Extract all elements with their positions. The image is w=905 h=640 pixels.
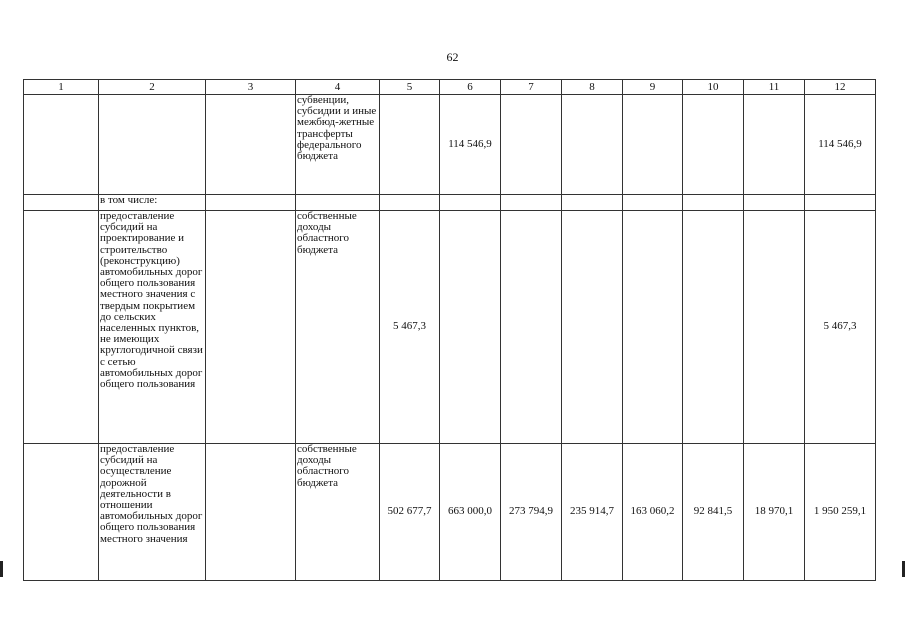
table-cell: 663 000,0 xyxy=(440,444,501,581)
header-cell: 2 xyxy=(99,80,206,95)
table-cell: собственные доходы областного бюджета xyxy=(296,211,380,444)
table-cell xyxy=(206,211,296,444)
table-cell: собственные доходы областного бюджета xyxy=(296,444,380,581)
table-cell xyxy=(683,211,744,444)
table-cell xyxy=(562,195,623,211)
table-cell xyxy=(206,195,296,211)
table-cell xyxy=(683,195,744,211)
header-cell: 10 xyxy=(683,80,744,95)
table-cell: 92 841,5 xyxy=(683,444,744,581)
table-cell xyxy=(440,195,501,211)
table-cell xyxy=(24,95,99,195)
table-cell xyxy=(501,95,562,195)
table-cell: 18 970,1 xyxy=(744,444,805,581)
table-cell xyxy=(623,211,683,444)
header-cell: 8 xyxy=(562,80,623,95)
table-cell xyxy=(501,195,562,211)
table-cell: 5 467,3 xyxy=(805,211,876,444)
header-cell: 7 xyxy=(501,80,562,95)
budget-table xyxy=(23,79,876,581)
table-cell xyxy=(206,95,296,195)
table-cell: 114 546,9 xyxy=(440,95,501,195)
table-row xyxy=(24,195,876,211)
table-cell xyxy=(744,195,805,211)
table-cell xyxy=(24,211,99,444)
header-cell: 1 xyxy=(24,80,99,95)
table-cell: предоставление субсидий на осуществление дорожной деятельности в отношении автомобильных дорог общего пользования местного значения xyxy=(99,444,206,581)
table-row xyxy=(24,211,876,444)
table-cell xyxy=(805,195,876,211)
table-cell: 1 950 259,1 xyxy=(805,444,876,581)
header-row xyxy=(24,80,876,95)
page-number: 62 xyxy=(446,50,459,64)
header-cell: 11 xyxy=(744,80,805,95)
table-cell xyxy=(296,195,380,211)
table-cell xyxy=(683,95,744,195)
table-row xyxy=(24,95,876,195)
header-cell: 3 xyxy=(206,80,296,95)
table-cell: 114 546,9 xyxy=(805,95,876,195)
table-cell xyxy=(562,211,623,444)
table-cell: предоставление субсидий на проектирование и строительство (реконструкцию) автомобильных дорог общего пользования местного значения с твердым покрытием до сельских населенных пунктов, не имеющих круглогодичной связи с сетью автомобильных дорог общего пользования xyxy=(99,211,206,444)
table-cell xyxy=(24,195,99,211)
table-cell: 163 060,2 xyxy=(623,444,683,581)
table-row xyxy=(24,444,876,581)
table-cell xyxy=(206,444,296,581)
table-cell xyxy=(744,211,805,444)
table-cell xyxy=(380,195,440,211)
header-cell: 6 xyxy=(440,80,501,95)
table-cell: 5 467,3 xyxy=(380,211,440,444)
table-cell: 273 794,9 xyxy=(501,444,562,581)
header-cell: 4 xyxy=(296,80,380,95)
table-cell: 502 677,7 xyxy=(380,444,440,581)
table-cell: субвенции, субсидии и иные межбюд-жетные трансферты федерального бюджета xyxy=(296,95,380,195)
table-cell: 235 914,7 xyxy=(562,444,623,581)
table-cell xyxy=(744,95,805,195)
table-cell: в том числе: xyxy=(99,195,206,211)
header-cell: 5 xyxy=(380,80,440,95)
header-cell: 12 xyxy=(805,80,876,95)
table-cell xyxy=(380,95,440,195)
table-cell xyxy=(501,211,562,444)
table-cell xyxy=(623,95,683,195)
table-cell xyxy=(99,95,206,195)
header-cell: 9 xyxy=(623,80,683,95)
table-cell xyxy=(24,444,99,581)
table-cell xyxy=(440,211,501,444)
table-cell xyxy=(623,195,683,211)
table-cell xyxy=(562,95,623,195)
scan-edge-mark xyxy=(0,561,3,577)
